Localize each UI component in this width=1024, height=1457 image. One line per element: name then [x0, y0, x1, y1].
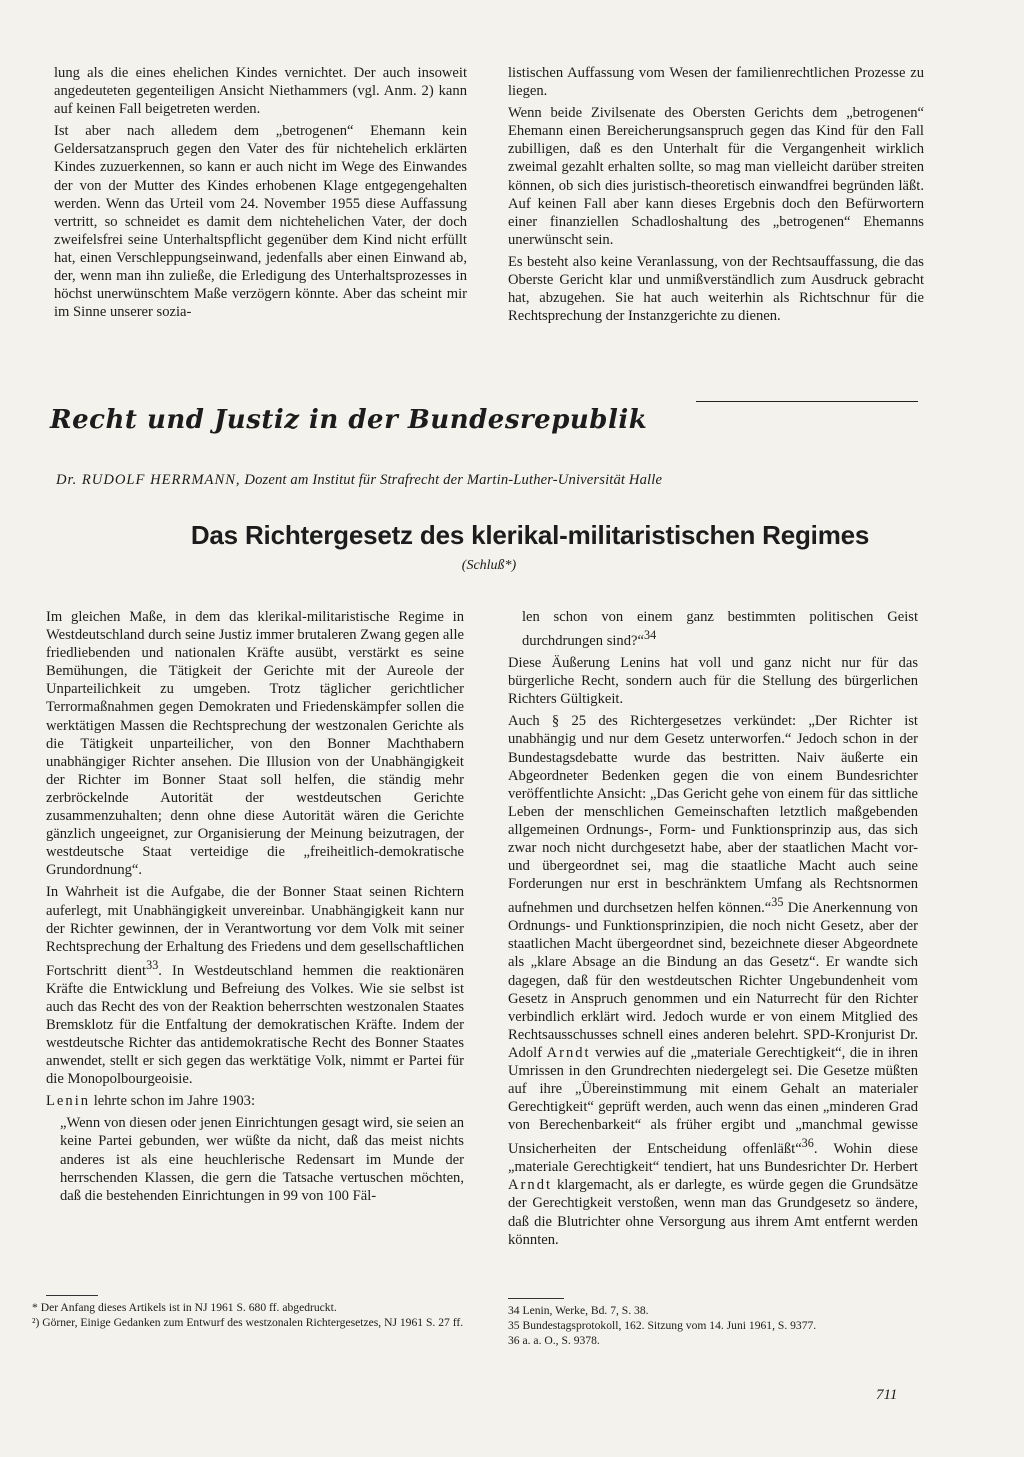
section-title: Recht und Justiz in der Bundesrepublik [50, 405, 648, 435]
article-title: Das Richtergesetz des klerikal-militaristischen Regimes [190, 520, 870, 550]
footnotes-left [32, 1300, 464, 1330]
footnote-rule [508, 1298, 564, 1299]
paragraph: In Wahrheit ist die Aufgabe, die der Bonner Staat seinen Richtern auferlegt, mit Unabhängigkeit unvereinbar. Unabhängigkeit kann nur der Richter gewinnen, der in Verantwortung vor dem Volk mit seiner Rechtsprechung der Erhaltung des Friedens und dem gesellschaftlichen Fortschritt dient$^{33}$. In Westdeutschland hemmen die reaktionären Kräfte die Entwicklung und Befreiung des Volkes. Wie sie selbst ist auch das Recht des von der Reaktion beherrschten westzonalen Staates Bremsklotz für die Entfaltung der demokratischen Kräfte. Indem der westdeutsche Richter das antidemokratische Recht des Bonner Staates anwendet, stellt er sich gegen das werktätige Volk, nimmt er Partei für die Monopolbourgeoisie. [46, 884, 465, 1088]
paragraph: Lenin lehrte schon im Jahre 1903: [46, 1093, 255, 1110]
footnote: ²) Görner, Einige Gedanken zum Entwurf des westzonalen Richtergesetzes, NJ 1961 S. 27 ff. [32, 1316, 464, 1329]
end-of-article-rule [696, 401, 918, 402]
footnote: * Der Anfang dieses Artikels ist in NJ 1961 S. 680 ff. abgedruckt. [32, 1301, 337, 1314]
block-quote-end: len schon von einem ganz bestimmten politischen Geist durchdrungen sind?“$^{34}$ [522, 609, 918, 649]
page-number: 711 [876, 1387, 898, 1403]
paragraph: lung als die eines ehelichen Kindes vernichtet. Der auch insoweit angedeuteten gegenteiligen Ansicht Niethammers (vgl. Anm. 2) kann auf keinen Fall beigetreten werden. [54, 65, 467, 118]
paragraph: Auch § 25 des Richtergesetzes verkündet: „Der Richter ist unabhängig und nur dem Gesetz unterworfen.“ Jedoch schon in der Bundestagsdebatte wurde das bestritten. Naiv äußerte ein Abgeordneter Bedenken gegen die von einem Bundesrichter veröffentlichte Ansicht: „Das Gericht gehe von einem für das sittliche Leben der menschlichen Gemeinschaften letztlich maßgebenden allgemeinen Ordnungs-, Form- und Funktionsprinzip aus, das sich zwar noch nicht durchgesetzt habe, aber der staatlichen Macht vor- und übergeordnet sei, mag die staatliche Macht auch seine Forderungen nur erst in beschränktem Umfang als Rechtsnormen aufnehmen und durchsetzen helfen können.“$^{35}$ Die Anerkennung von Ordnungs- und Funktionsprinzipien, die noch nicht Gesetz, aber der staatlichen Macht übergeordnet sind, bezeichnete dieser Abgeordnete als „klare Absage an die Bindung an das Gesetz“. Er wandte sich dagegen, daß für den westdeutschen Richter Ungebundenheit vom Gesetz in Anspruch genommen und ein Naturrecht für den Richter verbindlich erklärt wird. Jedoch wurde er von einem Mitglied des Rechtsausschusses schnell eines anderen belehrt. SPD-Kronjurist Dr. Adolf Arndt verwies auf die „materiale Gerechtigkeit“, die in ihren Umrissen in den Grundrechten niedergelegt sei. Die Gesetze müßten auf ihre „Übereinstimmung mit einem Gehalt an materialer Gerechtigkeit“ geprüft werden, auch wenn das einen „minderen Grad von Berechenbarkeit“ als früher ergibt und „manchmal gewisse Unsicherheiten der Entscheidung offenläßt“$^{36}$. Wohin diese „materiale Gerechtigkeit“ tendiert, hat uns Bundesrichter Dr. Herbert Arndt klargemacht, als er darlegte, es würde gegen die Grundsätze der Gerechtigkeit verstoßen, wenn man das Grundgesetz so ändere, daß die Blutrichter ohne Versorgung aus ihrem Amt entfernt werden könnten. [508, 713, 918, 1248]
footnotes-right [508, 1303, 928, 1348]
paragraph: Es besteht also keine Veranlassung, von der Rechtsauffassung, die das Oberste Gericht klar und unmißverständlich zum Ausdruck gebracht hat, abzugehen. Sie hat auch weiterhin als Richtschnur für die Rechtsprechung der Instanzgerichte zu dienen. [508, 253, 924, 325]
footnote: 34 Lenin, Werke, Bd. 7, S. 38. [508, 1304, 649, 1317]
spaced-name: Lenin [46, 1093, 91, 1110]
footnote-ref: 36 [801, 1136, 814, 1151]
paragraph: listischen Auffassung vom Wesen der familienrechtlichen Prozesse zu liegen. [508, 65, 924, 100]
author-name: Dr. RUDOLF HERRMANN, [56, 472, 241, 488]
continuation-left-column [54, 64, 467, 325]
paragraph: Ist aber nach alledem dem „betrogenen“ Ehemann kein Geldersatzanspruch gegen den Vater des für nichtehelich erklärten Kindes zuzuerkennen, so kann er auch nicht im Wege des Einwandes der von der Mutter des Kindes erhobenen Klage entgegengehalten werden. Wenn das Urteil vom 24. November 1955 diese Auffassung vertritt, so schneidet es damit dem nichtehelichen Vater, der doch zweifelsfrei seine Unterhaltspflicht gegenüber dem Kind nicht erfüllt hat, einen Verschleppungseinwand, jedenfalls aber einen Einwand ab, der, wenn man ihn zuließe, die Erledigung des Unterhaltsprozesses in höchst unerwünschtem Maße verzögern könnte. Aber das scheint mir im Sinne unserer sozia- [54, 123, 467, 321]
spaced-name: Arndt [508, 1177, 553, 1194]
footnote: 35 Bundestagsprotokoll, 162. Sitzung vom 14. Juni 1961, S. 9377. [508, 1319, 817, 1332]
footnote: 36 a. a. O., S. 9378. [508, 1334, 600, 1347]
footnote-ref: 33 [146, 957, 159, 972]
article-left-column [46, 608, 464, 1209]
author-line [56, 472, 926, 489]
continuation-right-column [508, 64, 924, 329]
article-subtitle: (Schluß*) [461, 558, 517, 573]
block-quote: „Wenn von diesen oder jenen Einrichtungen gesagt wird, sie seien an keine Partei gebunden, wer wüßte da nicht, daß das meist nichts anderes ist als eine heuchlerische Redensart im Munde der herrschenden Klassen, die gern die Tatsache vertuschen möchten, daß die bestehenden Einrichtungen in 99 von 100 Fäl- [60, 1115, 464, 1204]
author-affiliation: Dozent am Institut für Strafrecht der Martin-Luther-Universität Halle [244, 472, 663, 488]
paragraph: Wenn beide Zivilsenate des Obersten Gerichts dem „betrogenen“ Ehemann einen Bereicherungsanspruch gegen das Kind für den Fall zubilligen, daß es den Unterhalt für die Vergangenheit wirklich zweimal gezahlt erhalten sollte, so mag man vielleicht darüber streiten können, ob sich dies juristisch-theoretisch einwandfrei begründen läßt. Auf keinen Fall aber kann dieses Ergebnis doch den Befürwortern einer finanziellen Schadloshaltung des „betrogenen“ Ehemanns unerwünscht sein. [508, 105, 924, 248]
paragraph: Diese Äußerung Lenins hat voll und ganz nicht nur für das bürgerliche Recht, sondern auch für die Stellung des bürgerlichen Richters Gültigkeit. [508, 655, 918, 708]
footnote-ref: 34 [643, 628, 657, 643]
footnote-rule [46, 1295, 98, 1296]
paragraph: Im gleichen Maße, in dem das klerikal-militaristische Regime in Westdeutschland durch seine Justiz immer brutaleren Zwang gegen alle friedliebenden und nationalen Kräfte ausübt, verstärkt es seine Bemühungen, die Tätigkeit der Gerichte mit der Aureole der Unparteilichkeit zu umgeben. Trotz täglicher gerichtlicher Terrormaßnahmen gegen Demokraten und Friedenskämpfer sollen die werktätigen Massen die Rechtsprechung der westzonalen Gerichte als die Tätigkeit unparteilicher, von den Bonner Machthabern unabhängiger Richter ansehen. Die Illusion von der Unabhängigkeit der Richter im Bonner Staat soll helfen, die ständig mehr zerbröckelnde Autorität der westdeutschen Gerichte zusammenzuhalten; denn ohne diese Autorität wären die Gerichte gänzlich ungeeignet, zur Organisierung der Meinung beizutragen, der westdeutsche Staat verteidige die „freiheitlich-demokratische Grundordnung“. [46, 609, 464, 879]
footnote-ref: 35 [771, 895, 784, 910]
article-right-column [508, 608, 918, 1253]
spaced-name: Arndt [546, 1044, 591, 1061]
